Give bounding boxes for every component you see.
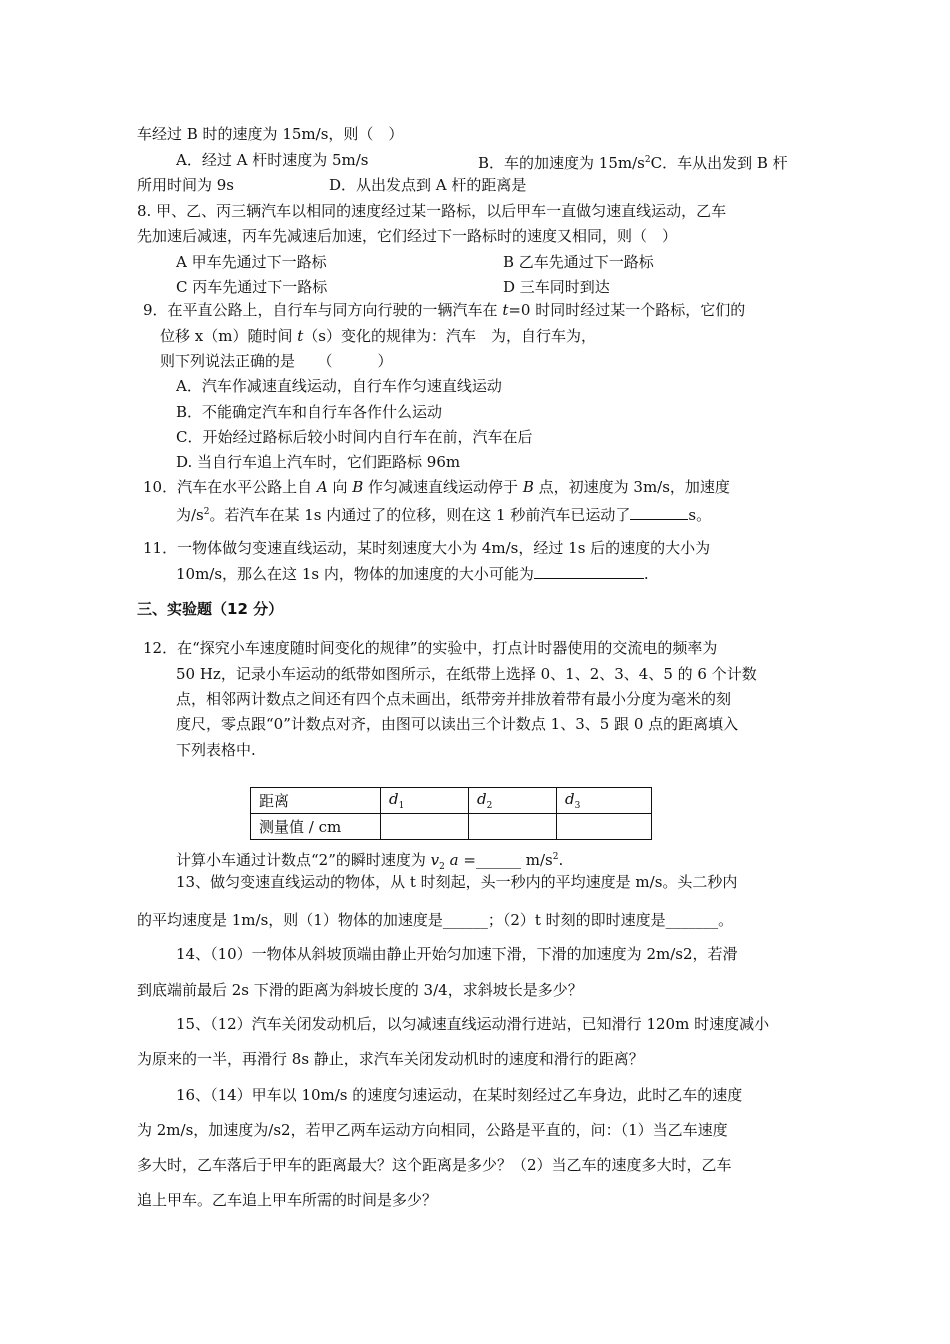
q7-option-b: B．车的加速度为 15m/s: [478, 154, 645, 172]
q12-calc-c: .: [558, 851, 564, 869]
q10-answer-blank[interactable]: [630, 505, 688, 520]
measurement-table: [250, 787, 652, 840]
d3-sub: 3: [574, 801, 581, 811]
table-input-d2[interactable]: [469, 814, 557, 840]
q10-line2-c: s。: [688, 506, 712, 524]
q7-option-d: D．从出发点到 A 杆的距离是: [329, 176, 527, 194]
q9-line2-b: （s）变化的规律为：汽车 为，自行车为，: [303, 327, 596, 345]
q12-line5: 下列表格中.: [176, 741, 256, 759]
q16-line2: 为 2m/s，加速度为/s2，若甲乙两车运动方向相同，公路是平直的，问：（1）当乙车速度: [137, 1121, 728, 1139]
q9-line1-b: =0 时同时经过某一个路标，它们的: [508, 301, 746, 319]
q7-line1: 车经过 B 时的速度为 15m/s，则（ ）: [137, 125, 404, 143]
q10-point-b2: B: [522, 478, 534, 496]
q16-line4: 追上甲车。乙车追上甲车所需的时间是多少？: [137, 1191, 438, 1209]
table-cell-d2: [469, 788, 557, 814]
q10-line2-b: 。若汽车在某 1s 内通过了的位移，则在这 1 秒前汽车已运动了: [209, 506, 631, 524]
q10-point-b: B: [352, 478, 364, 496]
d2-sub: 2: [486, 801, 493, 811]
q13-line2: 的平均速度是 1m/s，则（1）物体的加速度是______；（2）t 时刻的即时速度是_______。: [137, 911, 734, 929]
q7-line3: 所用时间为 9s: [137, 176, 235, 194]
q12-calc-sub: 2: [439, 862, 445, 872]
q11-line1: 11．一物体做匀变速直线运动，某时刻速度大小为 4m/s，经过 1s 后的速度的大小为: [143, 539, 711, 557]
q15-line2: 为原来的一半，再滑行 8s 静止，求汽车关闭发动机时的速度和滑行的距离？: [137, 1050, 644, 1068]
q10-point-a: A: [316, 478, 328, 496]
q13-line1: 13、做匀变速直线运动的物体，从 t 时刻起，头一秒内的平均速度是 m/s。头二秒内: [176, 873, 738, 891]
q10-line1-c: 作匀减速直线运动停于: [363, 478, 523, 496]
q10-line1-b: 向: [327, 478, 353, 496]
q9-option-a: A．汽车作减速直线运动，自行车作匀速直线运动: [176, 377, 502, 395]
table-row-header: [251, 788, 652, 814]
q9-option-d: D. 当自行车追上汽车时，它们距路标 96m: [176, 453, 461, 471]
q12-line1: 12．在“探究小车速度随时间变化的规律”的实验中，打点计时器使用的交流电的频率为: [143, 639, 718, 657]
table-cell-d1: [381, 788, 469, 814]
d1-var: d: [389, 790, 399, 808]
q11-line2-b: .: [643, 565, 649, 583]
q15-line1: 15、（12）汽车关闭发动机后，以匀减速直线运动滑行进站，已知滑行 120m 时速度减小: [176, 1015, 770, 1033]
q10-line1-d: 点，初速度为 3m/s，加速度: [533, 478, 730, 496]
q8-option-c: C 丙车先通过下一路标: [176, 278, 328, 296]
q8-line1: 8. 甲、乙、丙三辆汽车以相同的速度经过某一路标，以后甲车一直做匀速直线运动，乙车: [137, 202, 727, 220]
q12-line3: 点，相邻两计数点之间还有四个点未画出，纸带旁并排放着带有最小分度为毫米的刻: [176, 690, 732, 708]
q9-line3: 则下列说法正确的是 （ ）: [160, 352, 393, 370]
d1-sub: 1: [398, 801, 405, 811]
table-input-d1[interactable]: [381, 814, 469, 840]
q7-option-b-c: [478, 150, 788, 173]
q10-line1-a: 10．汽车在水平公路上自: [143, 478, 317, 496]
q8-option-b: B 乙车先通过下一路标: [503, 253, 654, 271]
d2-var: d: [477, 790, 487, 808]
q9-option-b: B．不能确定汽车和自行车各作什么运动: [176, 403, 443, 421]
q10-line2-sup: 2: [203, 507, 210, 517]
section-3-title: 三、实验题（12 分）: [137, 600, 284, 618]
q7-option-b-sup: 2: [644, 155, 651, 165]
q12-line4: 度尺，零点跟“0”计数点对齐，由图可以读出三个计数点 1、3、5 跟 0 点的距离填入: [176, 715, 739, 733]
table-cell-label-measured: 测量值 / cm: [251, 814, 381, 840]
q12-line2: 50 Hz，记录小车运动的纸带如图所示，在纸带上选择 0、1、2、3、4、5 的 6 个计数: [176, 665, 757, 683]
q12-calc-a: 计算小车通过计数点“2”的瞬时速度为: [176, 851, 431, 869]
table-row-values: [251, 814, 652, 840]
q9-line1-t: t: [502, 301, 509, 319]
q11-line2-a: 10m/s，那么在这 1s 内，物体的加速度的大小可能为: [176, 565, 534, 583]
q9-option-c: C．开始经过路标后较小时间内自行车在前，汽车在后: [176, 428, 533, 446]
q8-line2: 先加速后减速，丙车先减速后加速，它们经过下一路标时的速度又相同，则（ ）: [137, 227, 678, 245]
q12-calc-a-var: a: [449, 851, 459, 869]
d3-var: d: [565, 790, 575, 808]
q10-line2: [176, 502, 711, 525]
q14-line2: 到底端前最后 2s 下滑的距离为斜坡长度的 3/4，求斜坡长是多少？: [137, 981, 583, 999]
q12-calc-b: =______ m/s: [458, 851, 553, 869]
q12-calc-v: v: [430, 851, 440, 869]
q9-line1: [143, 300, 745, 320]
q11-line2: [176, 564, 649, 584]
q8-option-a: A 甲车先通过下一路标: [176, 253, 327, 271]
q11-answer-blank[interactable]: [534, 564, 644, 579]
q10-line2-a: 为/s: [176, 506, 204, 524]
q7-option-a: A．经过 A 杆时速度为 5m/s: [176, 151, 369, 169]
q9-line1-a: 9．在平直公路上，自行车与同方向行驶的一辆汽车在: [143, 301, 503, 319]
table-cell-d3: [557, 788, 652, 814]
q9-line2-t: t: [297, 327, 304, 345]
q10-line1: [143, 477, 730, 497]
q9-line2: [160, 326, 596, 346]
table-cell-label-distance: 距离: [251, 788, 381, 814]
q16-line1: 16、（14）甲车以 10m/s 的速度匀速运动，在某时刻经过乙车身边，此时乙车的速度: [176, 1086, 743, 1104]
table-input-d3[interactable]: [557, 814, 652, 840]
q12-calc-sup: 2: [552, 852, 559, 862]
q8-option-d: D 三车同时到达: [503, 278, 610, 296]
q9-line2-a: 位移 x（m）随时间: [160, 327, 298, 345]
q16-line3: 多大时，乙车落后于甲车的距离最大？这个距离是多少？（2）当乙车的速度多大时，乙车: [137, 1156, 732, 1174]
q7-option-c: C．车从出发到 B 杆: [650, 154, 788, 172]
q14-line1: 14、（10）一物体从斜坡顶端由静止开始匀加速下滑，下滑的加速度为 2m/s2，若滑: [176, 945, 738, 963]
